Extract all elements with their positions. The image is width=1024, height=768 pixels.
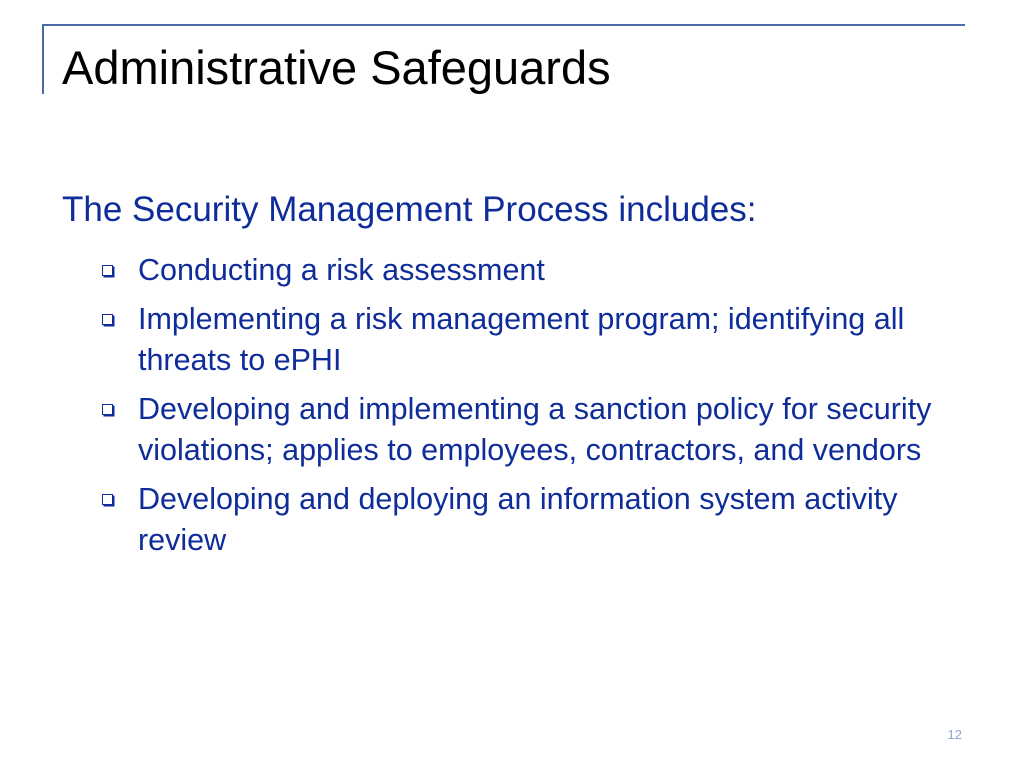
bullet-list <box>98 250 978 569</box>
bullet-text: Implementing a risk management program; identifying all threats to ePHI <box>138 302 905 377</box>
bullet-item <box>98 389 978 471</box>
slide-title: Administrative Safeguards <box>62 41 611 94</box>
bullet-item <box>98 250 978 291</box>
square-bullet-icon <box>102 314 113 325</box>
section-heading: The Security Management Process includes: <box>62 190 757 229</box>
bullet-text: Developing and deploying an information system activity review <box>138 482 898 557</box>
title-frame-top-rule <box>42 24 965 26</box>
square-bullet-icon <box>102 494 113 505</box>
bullet-text: Conducting a risk assessment <box>138 253 545 287</box>
bullet-item <box>98 479 978 561</box>
bullet-item <box>98 299 978 381</box>
title-frame-left-rule <box>42 24 44 94</box>
bullet-text: Developing and implementing a sanction policy for security violations; applies to employees, contractors, and vendors <box>138 392 932 467</box>
square-bullet-icon <box>102 265 113 276</box>
page-number: 12 <box>947 727 962 742</box>
square-bullet-icon <box>102 404 113 415</box>
